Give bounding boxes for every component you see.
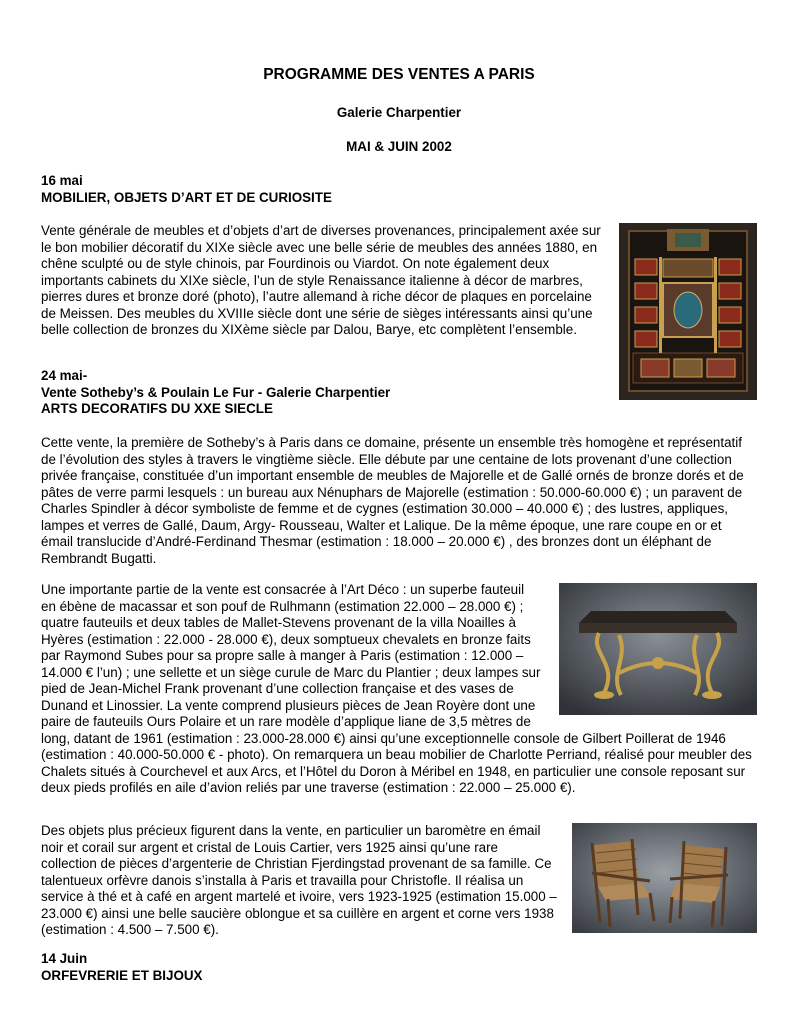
section-2-subtitle: Vente Sotheby’s & Poulain Le Fur - Galerie Charpentier: [41, 384, 391, 400]
console-illustration: [559, 583, 757, 715]
page-title: PROGRAMME DES VENTES A PARIS: [263, 66, 535, 83]
section-2-paragraph-3: Des objets plus précieux figurent dans la vente, en particulier un baromètre en émail noir et corail sur argent et cristal de Louis Cartier, vers 1925 ainsi qu’une rare collection de pièces d’argenterie de Christian Fjerdingstad provenant de sa famille. Ce talentueux orfèvre danois s’installa à Paris et travailla pour Christofle. Il réalisa un service à thé et à café en argent martelé et ivoire, vers 1923-1925 (estimation 15.000 – 23.000 €) ainsi une belle saucière oblongue et sa cuillère en argent et corne vers 1938 (estimation : 4.500 – 7.500 €).: [41, 823, 557, 937]
console-photo: [559, 583, 757, 715]
gallery-name: Galerie Charpentier: [336, 105, 462, 120]
cabinet-illustration: [619, 223, 757, 400]
section-2-paragraph-2: Une importante partie de la vente est consacrée à l’Art Déco : un superbe fauteuil en ébène de macassar et son pouf de Rulhmann (estimation 22.000 – 28.000 €) ; quatre fauteuils et deux tables de Mallet-Stevens provenant de la villa Noailles à Hyères (estimation : 22.000 - 28.000 €), deux somptueux chevalets en bronze faits par Raymond Subes pour sa propre salle à manger à Paris (estimation : 12.000 – 14.000 € l’un) ; une sellette et un siège curule de Marc du Plantier ; deux lampes sur pied de Jean-Michel Frank provenant d’une collection française et des vases de Dunand et Linossier. La vente comprend plusieurs pièces de Jean Royère dont une paire de fauteuils Ours Polaire et un rare modèle d’applique liane de 3,5 mètres de long, datant de 1961 (estimation : 23.000-28.000 €) ainsi qu’une exceptionnelle console de Gilbert Poillerat de 1946 (estimation : 40.000-50.000 € - photo). On remarquera un beau mobilier de Charlotte Perriand, réalisé pour meubler des Chalets situés à Courchevel et aux Arcs, et l’Hôtel du Doron à Méribel en 1948, en particulier une console reposant sur deux pieds profilés en aile d’avion reliés par une traverse (estimation : 22.000 – 25.000 €).: [41, 582, 752, 795]
armchairs-illustration: [572, 823, 757, 933]
section-3-heading: [41, 951, 202, 984]
section-2-paragraph-1: Cette vente, la première de Sotheby’s à Paris dans ce domaine, présente un ensemble très homogène et représentatif de l’évolution des styles à travers le vingtième siècle. Elle débute par une centaine de lots provenant d’une collection privée française, constituée d’un important ensemble de meubles de Majorelle et de Gallé ornés de bronze dorés et de pâtes de verre parmi lesquels : un bureau aux Nénuphars de Majorelle (estimation : 50.000-60.000 €) ; un paravent de Charles Spindler à décor symboliste de femme et de cygnes (estimation 30.000 – 40.000 €) ; des lustres, appliques, lampes et verres de Gallé, Daum, Argy- Rousseau, Walter et Lalique. De la même époque, une rare coupe en or et émail translucide d’André-Ferdinand Thesmar (estimation : 18.000 – 20.000 €) , des bronzes dont un éléphant de Rembrandt Bugatti.: [41, 435, 744, 566]
section-2-date: 24 mai-: [41, 368, 88, 383]
sale-period: MAI & JUIN 2002: [346, 139, 452, 154]
section-1-title: MOBILIER, OBJETS D’ART ET DE CURIOSITE: [41, 189, 332, 205]
section-2-heading: [41, 368, 390, 418]
section-3-title: ORFEVRERIE ET BIJOUX: [41, 967, 203, 983]
section-1-paragraph: Vente générale de meubles et d’objets d’art de diverses provenances, principalement axée sur le bon mobilier décoratif du XIXe siècle avec une belle série de meubles des années 1880, en chêne sculpté ou de style chinois, par Fourdinois ou Viardot. On note également deux importants cabinets du XIXe siècle, l’un de style Renaissance italienne à décor de marbres, pierres dures et bronze doré (photo), l’autre allemand à riche décor de plaques en porcelaine de Meissen. Des meubles du XVIIIe siècle dont une série de sièges intéressants ainsi qu’une belle collection de bronzes du XIXème siècle par Dalou, Barye, etc complètent l’ensemble.: [41, 223, 601, 337]
cabinet-photo: [619, 223, 757, 400]
section-2-title: ARTS DECORATIFS DU XXE SIECLE: [41, 401, 273, 416]
section-3-date: 14 Juin: [41, 951, 88, 966]
section-1-heading: [41, 173, 332, 206]
section-1-date: 16 mai: [41, 173, 83, 188]
armchairs-photo: [572, 823, 757, 933]
